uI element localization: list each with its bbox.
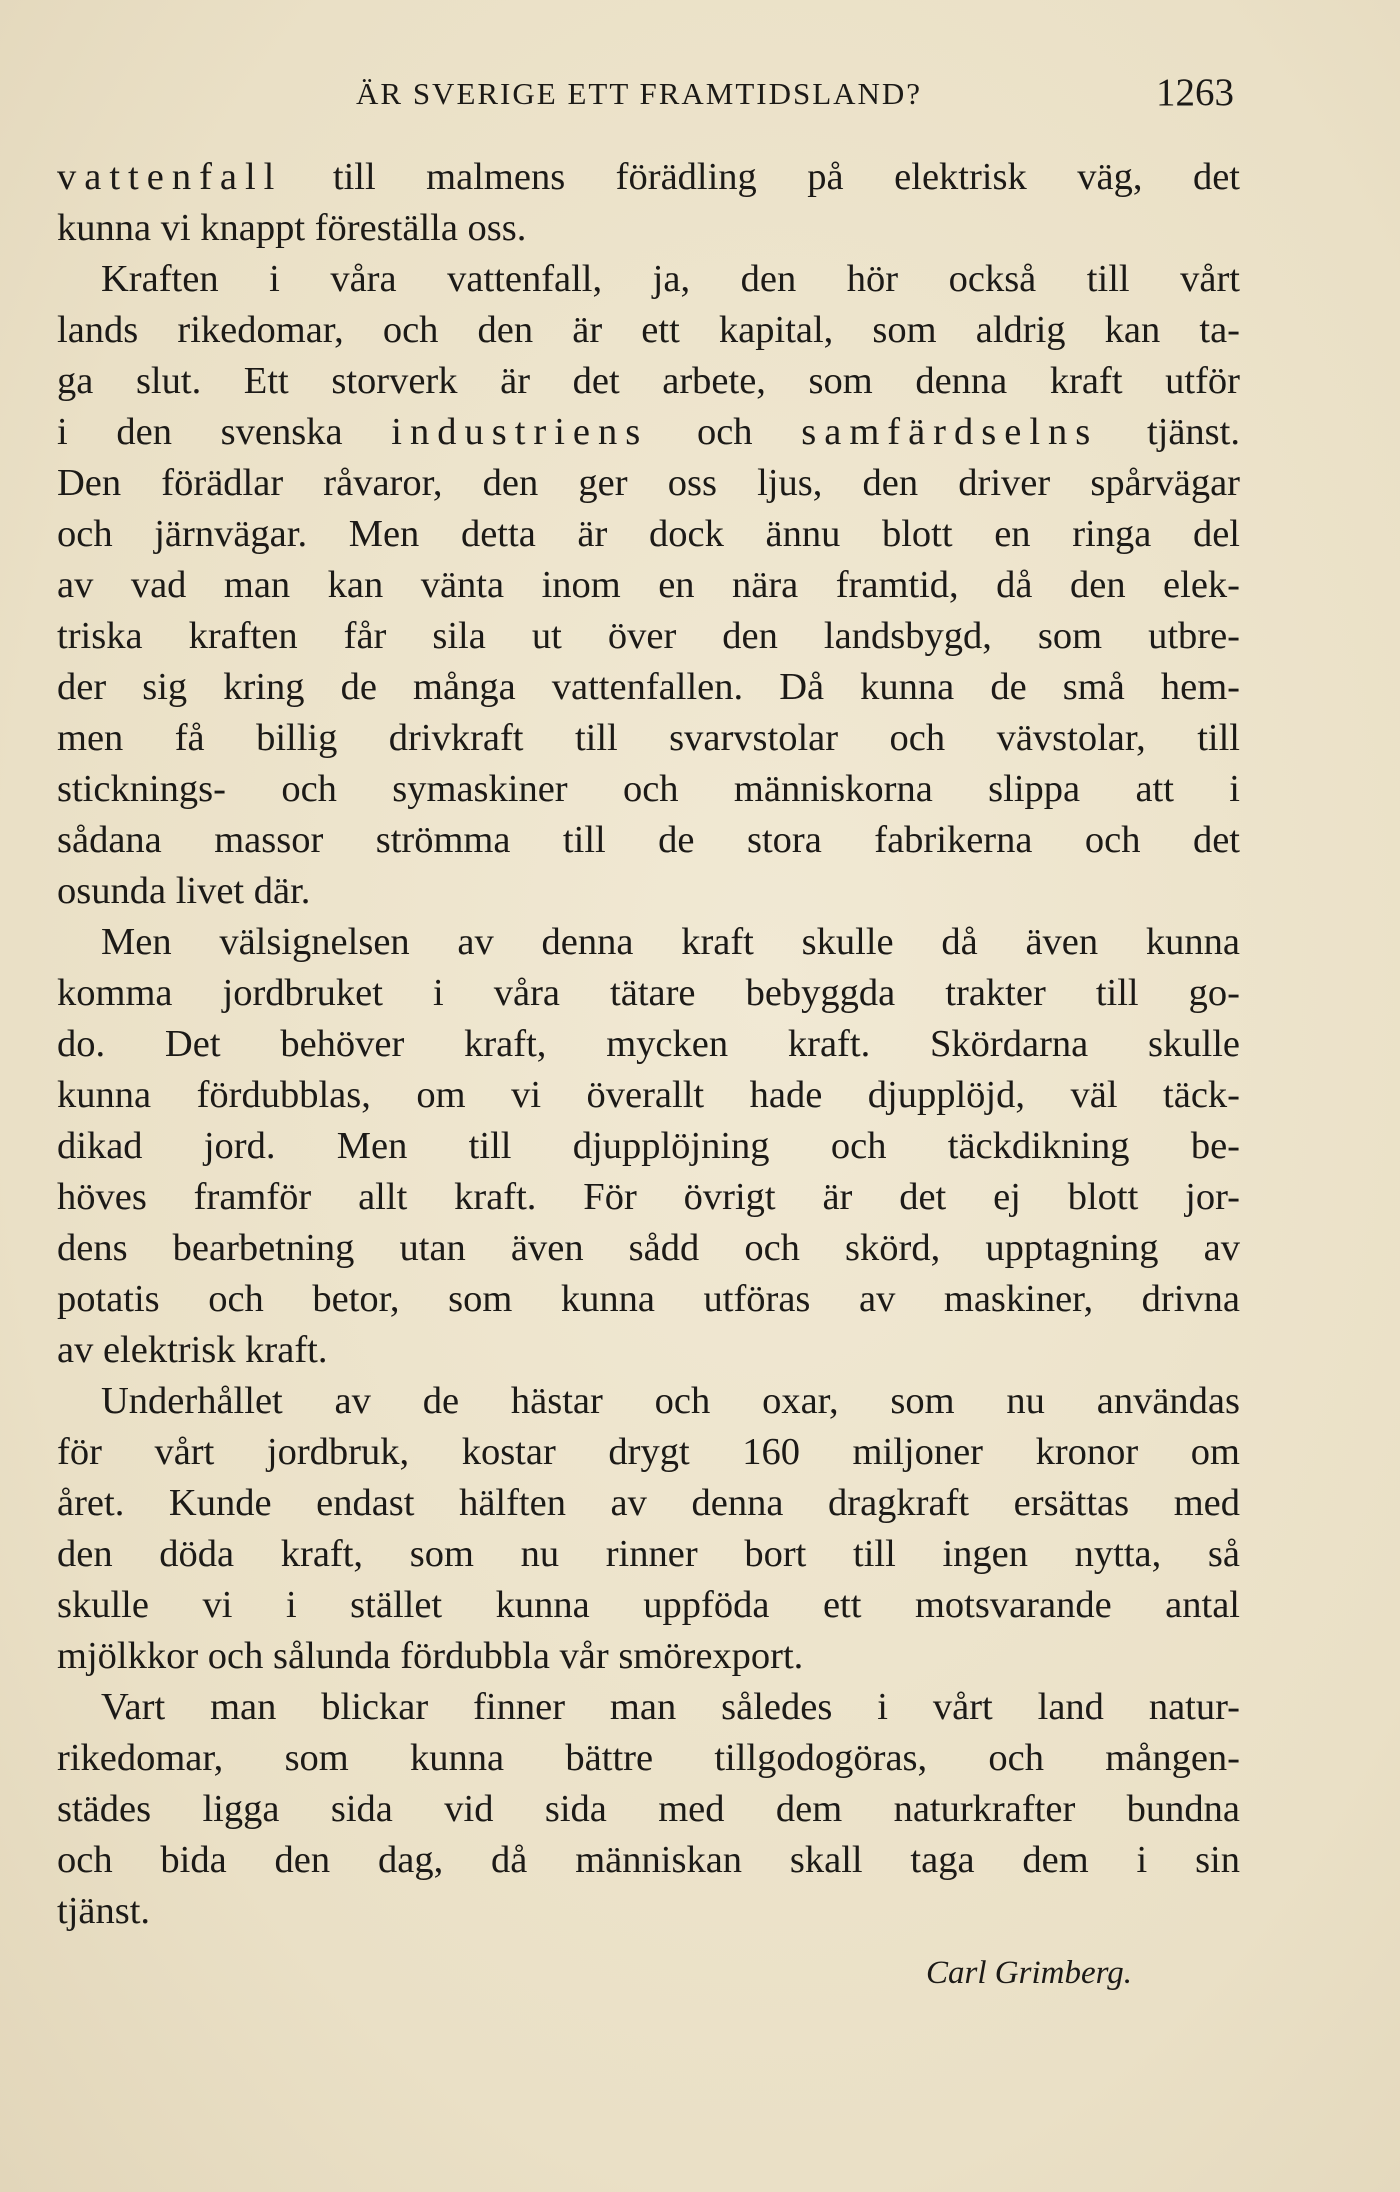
running-title: ÄR SVERIGE ETT FRAMTIDSLAND?	[356, 76, 923, 111]
text-line: Den förädlar råvaror, den ger oss ljus, den driver spårvägar	[57, 462, 1240, 504]
text-line: och bida den dag, då människan skall taga dem i sin	[57, 1839, 1240, 1881]
author-signature: Carl Grimberg.	[926, 1955, 1132, 1991]
paragraph-start-line: Vart man blickar finner man således i vårt land natur-	[101, 1686, 1240, 1728]
text-line: der sig kring de många vattenfallen. Då kunna de små hem-	[57, 666, 1240, 708]
text-line: höves framför allt kraft. För övrigt är det ej blott jor-	[57, 1176, 1240, 1218]
text-line: rikedomar, som kunna bättre tillgodogöras, och mången-	[57, 1737, 1240, 1779]
text-line	[57, 152, 1240, 203]
text-line: och järnvägar. Men detta är dock ännu blott en ringa del	[57, 513, 1240, 555]
text-line: skulle vi i stället kunna uppföda ett motsvarande antal	[57, 1584, 1240, 1626]
text-line: komma jordbruket i våra tätare bebyggda trakter till go-	[57, 972, 1240, 1014]
emphasized-word: vattenfall	[57, 156, 283, 198]
text-span: och	[648, 411, 802, 453]
text-line: ga slut. Ett storverk är det arbete, som denna kraft utför	[57, 360, 1240, 402]
emphasized-word: samfärdselns	[801, 411, 1099, 453]
paragraph-start-line: Men välsignelsen av denna kraft skulle då även kunna	[101, 921, 1240, 963]
text-line: den döda kraft, som nu rinner bort till ingen nytta, så	[57, 1533, 1240, 1575]
text-line: städes ligga sida vid sida med dem naturkrafter bundna	[57, 1788, 1240, 1830]
text-line: av vad man kan vänta inom en nära framtid, då den elek-	[57, 564, 1240, 606]
text-line: men få billig drivkraft till svarvstolar och vävstolar, till	[57, 717, 1240, 759]
text-line: triska kraften får sila ut över den landsbygd, som utbre-	[57, 615, 1240, 657]
text-span: i den svenska	[57, 411, 392, 453]
emphasized-word: industriens	[391, 411, 649, 453]
text-line: för vårt jordbruk, kostar drygt 160 miljoner kronor om	[57, 1431, 1240, 1473]
text-line: sticknings- och symaskiner och människorna slippa att i	[57, 768, 1240, 810]
body-text	[57, 152, 1240, 1937]
text-line: dens bearbetning utan även sådd och skörd, upptagning av	[57, 1227, 1240, 1269]
text-line: do. Det behöver kraft, mycken kraft. Skördarna skulle	[57, 1023, 1240, 1065]
page-number: 1263	[1156, 71, 1234, 114]
text-line: av elektrisk kraft.	[57, 1329, 328, 1371]
text-line	[57, 407, 1240, 458]
text-line: tjänst.	[57, 1890, 151, 1932]
text-line: osunda livet där.	[57, 870, 311, 912]
text-span: tjänst.	[1098, 411, 1240, 453]
text-line: dikad jord. Men till djupplöjning och täckdikning be-	[57, 1125, 1240, 1167]
running-head	[0, 70, 1400, 130]
text-line: kunna fördubblas, om vi överallt hade djupplöjd, väl täck-	[57, 1074, 1240, 1116]
text-line: sådana massor strömma till de stora fabrikerna och det	[57, 819, 1240, 861]
text-line: kunna vi knappt föreställa oss.	[57, 207, 527, 249]
paragraph-start-line: Kraften i våra vattenfall, ja, den hör också till vårt	[101, 258, 1240, 300]
paragraph-start-line: Underhållet av de hästar och oxar, som nu användas	[101, 1380, 1240, 1422]
text-line: lands rikedomar, och den är ett kapital, som aldrig kan ta-	[57, 309, 1240, 351]
text-line: mjölkkor och sålunda fördubbla vår smörexport.	[57, 1635, 804, 1677]
text-line: potatis och betor, som kunna utföras av maskiner, drivna	[57, 1278, 1240, 1320]
text-line: året. Kunde endast hälften av denna dragkraft ersättas med	[57, 1482, 1240, 1524]
text-span: till malmens förädling på elektrisk väg, det	[282, 156, 1240, 198]
